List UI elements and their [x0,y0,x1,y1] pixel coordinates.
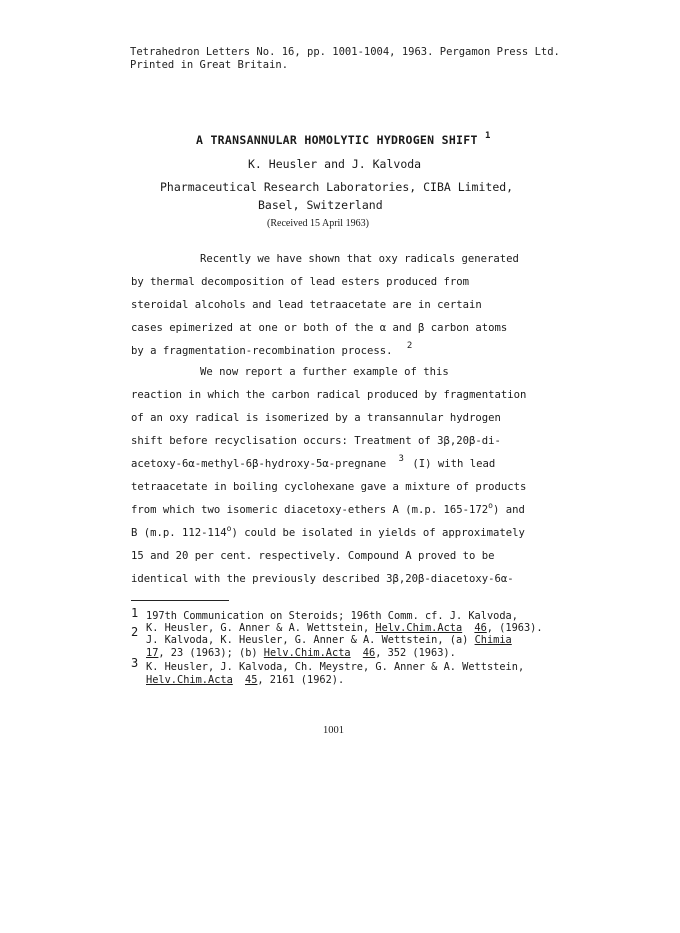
journal-citation: Tetrahedron Letters No. 16, pp. 1001-1004, 1963. Pergamon Press Ltd. [130,46,560,58]
footnote-line [146,647,456,659]
volume-number: 46 [474,622,487,634]
body-text: from which two isomeric diacetoxy-ethers A (m.p. 165-172 [131,504,489,516]
article-title-text: A TRANSANNULAR HOMOLYTIC HYDROGEN SHIFT [196,133,478,147]
body-text: ) could be isolated in yields of approximately [231,527,525,539]
body-text: ) and [493,504,525,516]
footnote-mark-2: 2 [131,625,139,639]
footnote-mark-1: 1 [131,606,139,620]
journal-name: Chimia [474,634,512,646]
body-line: shift before recyclisation occurs: Treatment of 3β,20β-di- [131,435,501,447]
body-line: reaction in which the carbon radical produced by fragmentation [131,389,527,401]
footnote-text: , 23 (1963); (b) [158,647,264,659]
footnote-line [146,634,512,646]
affiliation-line-2: Basel, Switzerland [258,198,383,212]
volume-number: 46 [362,647,376,659]
journal-name: Helv.Chim.Acta [375,622,463,634]
body-text: by a fragmentation-recombination process. [131,345,393,357]
footnote-space [233,674,239,686]
journal-name: Helv.Chim.Acta [146,674,233,686]
volume-number: 17 [146,647,159,659]
footnote-line: K. Heusler, J. Kalvoda, Ch. Meystre, G. Anner & A. Wettstein, [146,661,525,673]
body-line: Recently we have shown that oxy radicals generated [200,253,519,265]
degree-mark: o [226,524,232,533]
degree-mark: o [488,501,493,510]
body-line: We now report a further example of this [200,366,449,378]
footnote-space [351,647,357,659]
footnote-mark-3: 3 [131,656,139,670]
journal-name: Helv.Chim.Acta [263,647,351,659]
body-line [131,501,525,516]
printed-in: Printed in Great Britain. [130,59,289,71]
body-text: (I) with lead [412,458,496,470]
body-text: acetoxy-6α-methyl-6β-hydroxy-5α-pregnane [131,458,387,470]
body-line [131,341,413,357]
footnote-text: K. Heusler, G. Anner & A. Wettstein, [146,622,376,634]
body-line: 15 and 20 per cent. respectively. Compound A proved to be [131,550,495,562]
affiliation-line-1: Pharmaceutical Research Laboratories, CIBA Limited, [160,180,514,194]
authors: K. Heusler and J. Kalvoda [248,157,422,171]
article-title [196,133,491,147]
body-line: steroidal alcohols and lead tetraacetate are in certain [131,299,482,311]
footnote-line [146,674,344,686]
body-line [131,524,525,539]
footnote-text: , 352 (1963). [375,647,456,659]
received-date: (Received 15 April 1963) [267,218,369,229]
footnote-ref-2: 2 [406,341,413,351]
body-line [131,454,496,470]
body-line: identical with the previously described 3β,20β-diacetoxy-6α- [131,573,514,585]
footnote-ref-3: 3 [398,454,404,464]
footnote-text: J. Kalvoda, K. Heusler, G. Anner & A. Wettstein, (a) [146,634,475,646]
page-number: 1001 [323,725,344,736]
title-footnote-mark: 1 [484,131,491,141]
body-line: by thermal decomposition of lead esters produced from [131,276,470,288]
footnote-space [462,622,468,634]
volume-number: 45 [245,674,258,686]
body-line: of an oxy radical is isomerized by a transannular hydrogen [131,412,501,424]
footnote-text: , 2161 (1962). [257,674,345,686]
footnote-line [146,622,543,634]
footnote-line: 197th Communication on Steroids; 196th Comm. cf. J. Kalvoda, [146,610,518,622]
body-line: cases epimerized at one or both of the α and β carbon atoms [131,322,508,334]
body-text: B (m.p. 112-114 [131,527,227,539]
footnote-rule [131,600,229,601]
footnote-text: , (1963). [486,622,543,634]
body-line: tetraacetate in boiling cyclohexane gave a mixture of products [131,481,527,493]
